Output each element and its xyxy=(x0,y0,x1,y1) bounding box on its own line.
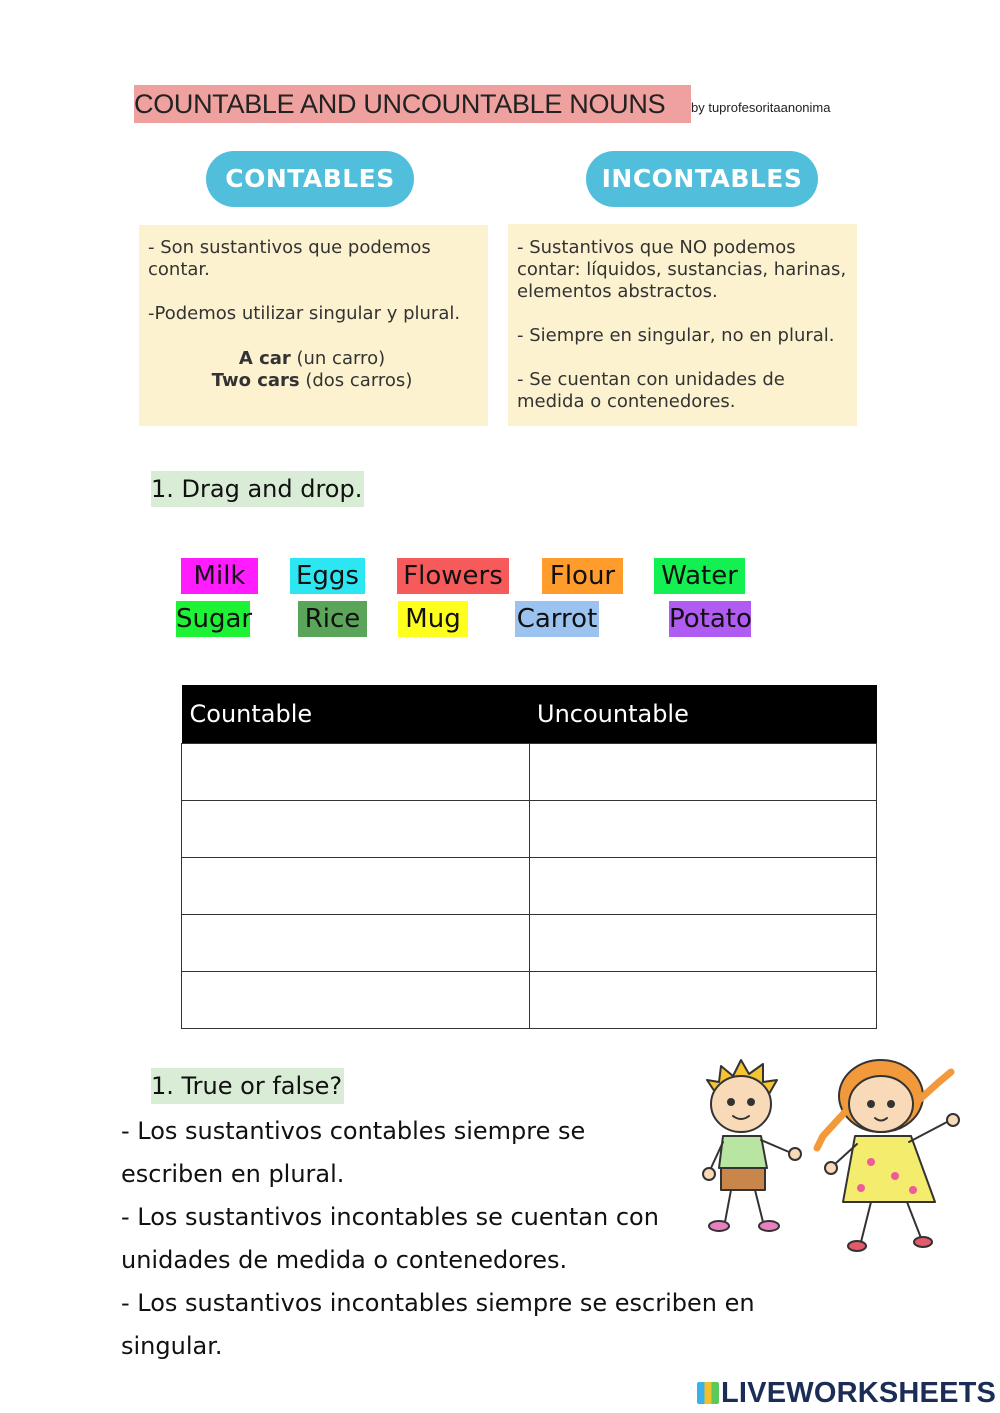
uncountable-drop-zone[interactable] xyxy=(529,857,877,914)
uncountable-rule-3: - Se cuentan con unidades de medida o contenedores. xyxy=(517,369,785,412)
countable-drop-zone[interactable] xyxy=(182,914,530,971)
countable-drop-zone[interactable] xyxy=(182,800,530,857)
example-2-noun: Two cars xyxy=(211,370,300,391)
countable-drop-zone[interactable] xyxy=(182,743,530,800)
countable-column-header: Countable xyxy=(182,685,530,743)
table-row xyxy=(182,800,877,857)
uncountable-pill: INCONTABLES xyxy=(586,151,818,207)
word-chip-eggs[interactable]: Eggs xyxy=(290,558,365,594)
uncountable-column-header: Uncountable xyxy=(529,685,877,743)
table-row xyxy=(182,743,877,800)
statement-3-line-2: singular. xyxy=(121,1332,223,1360)
word-chip-potato[interactable]: Potato xyxy=(669,601,751,637)
uncountable-drop-zone[interactable] xyxy=(529,914,877,971)
uncountable-drop-zone[interactable] xyxy=(529,971,877,1028)
uncountable-drop-zone[interactable] xyxy=(529,800,877,857)
countable-drop-zone[interactable] xyxy=(182,857,530,914)
statement-2-line-1: - Los sustantivos incontables se cuentan con xyxy=(121,1203,659,1231)
exercise-2-heading: 1. True or false? xyxy=(151,1068,344,1104)
countable-info-box xyxy=(139,225,488,426)
word-chip-milk[interactable]: Milk xyxy=(181,558,258,594)
sorting-table xyxy=(181,685,877,1029)
countable-example-2 xyxy=(148,370,488,392)
countable-rule-1: - Son sustantivos que podemos contar. xyxy=(148,237,431,280)
word-chip-mug[interactable]: Mug xyxy=(398,601,468,637)
table-header-row xyxy=(182,685,877,743)
uncountable-rule-1: - Sustantivos que NO podemos contar: líquidos, sustancias, harinas, elementos abstractos. xyxy=(517,237,847,302)
uncountable-info-box xyxy=(508,224,857,426)
word-chip-carrot[interactable]: Carrot xyxy=(515,601,599,637)
liveworksheets-icon xyxy=(697,1382,719,1404)
word-chip-flowers[interactable]: Flowers xyxy=(397,558,509,594)
exercise-1-heading: 1. Drag and drop. xyxy=(151,471,364,507)
example-1-noun: A car xyxy=(238,348,291,369)
brand-name: LIVEWORKSHEETS xyxy=(721,1377,997,1409)
worksheet-title: COUNTABLE AND UNCOUNTABLE NOUNS xyxy=(134,85,691,123)
uncountable-rule-2: - Siempre en singular, no en plural. xyxy=(517,325,835,346)
statement-1-line-1: - Los sustantivos contables siempre se xyxy=(121,1117,586,1145)
statement-2-line-2: unidades de medida o contenedores. xyxy=(121,1246,568,1274)
boy-figure xyxy=(703,1060,801,1231)
table-row xyxy=(182,971,877,1028)
example-1-translation: (un carro) xyxy=(290,348,386,369)
liveworksheets-logo xyxy=(697,1375,996,1411)
word-chip-rice[interactable]: Rice xyxy=(298,601,367,637)
countable-example-1 xyxy=(148,348,488,370)
word-chip-sugar[interactable]: Sugar xyxy=(176,601,250,637)
uncountable-drop-zone[interactable] xyxy=(529,743,877,800)
statement-3-line-1: - Los sustantivos incontables siempre se escriben en xyxy=(121,1289,755,1317)
girl-figure xyxy=(817,1060,959,1251)
countable-rule-2: -Podemos utilizar singular y plural. xyxy=(148,303,461,324)
example-2-translation: (dos carros) xyxy=(299,370,413,391)
author-byline: by tuprofesoritaanonima xyxy=(691,100,831,115)
countable-drop-zone[interactable] xyxy=(182,971,530,1028)
table-row xyxy=(182,914,877,971)
word-chip-water[interactable]: Water xyxy=(654,558,745,594)
countable-pill: CONTABLES xyxy=(206,151,414,207)
table-row xyxy=(182,857,877,914)
statement-1-line-2: escriben en plural. xyxy=(121,1160,345,1188)
kids-illustration xyxy=(685,1052,975,1257)
word-chip-flour[interactable]: Flour xyxy=(542,558,623,594)
